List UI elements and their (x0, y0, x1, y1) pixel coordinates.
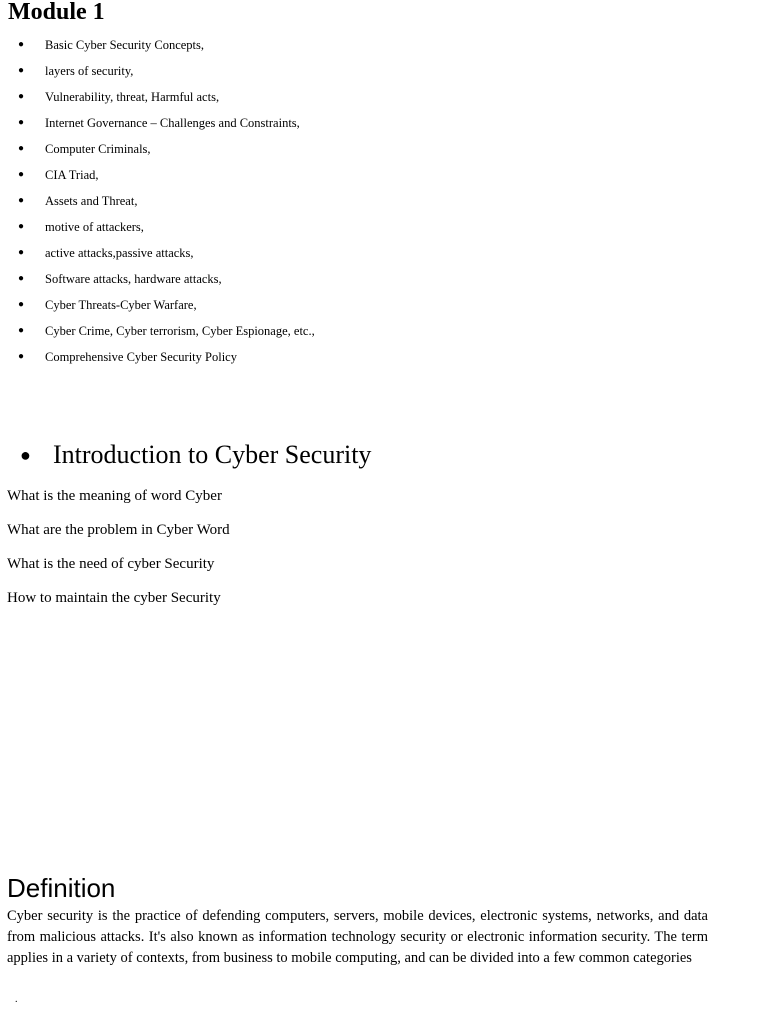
list-item (0, 58, 700, 84)
module-title: Module 1 (8, 0, 105, 25)
topic-text: active attacks,passive attacks, (45, 246, 194, 260)
list-item (0, 188, 700, 214)
topic-text: Assets and Threat, (45, 194, 138, 208)
trailing-mark: . (15, 994, 18, 1005)
topic-list (0, 32, 700, 370)
topic-text: Cyber Crime, Cyber terrorism, Cyber Espionage, etc., (45, 324, 315, 338)
list-item (0, 136, 700, 162)
intro-heading (20, 436, 371, 474)
bullet-icon: ● (18, 91, 25, 102)
list-item (0, 110, 700, 136)
bullet-icon: ● (18, 351, 25, 362)
list-item (0, 344, 700, 370)
list-item (0, 84, 700, 110)
definition-paragraph: Cyber security is the practice of defending computers, servers, mobile devices, electronic systems, networks, and data from malicious attacks. It's also known as information technology security or electronic information security. The term applies in a variety of contexts, from business to mobile computing, and can be divided into a few common categories (7, 908, 708, 966)
topic-text: Computer Criminals, (45, 142, 151, 156)
bullet-icon: ● (18, 273, 25, 284)
list-item (0, 32, 700, 58)
topic-text: motive of attackers, (45, 220, 144, 234)
list-item (0, 162, 700, 188)
bullet-icon: ● (18, 117, 25, 128)
topic-text: CIA Triad, (45, 168, 99, 182)
list-item (0, 240, 700, 266)
bullet-icon: ● (18, 221, 25, 232)
list-item (0, 292, 700, 318)
bullet-icon: ● (18, 247, 25, 258)
list-item (0, 318, 700, 344)
topic-text: Software attacks, hardware attacks, (45, 272, 222, 286)
definition-heading: Definition (7, 873, 116, 903)
bullet-icon: ● (18, 169, 25, 180)
question-text: What are the problem in Cyber Word (7, 522, 230, 538)
topic-text: layers of security, (45, 64, 134, 78)
list-item (0, 214, 700, 240)
bullet-icon: ● (18, 39, 25, 50)
bullet-icon: ● (18, 143, 25, 154)
bullet-icon: ● (20, 445, 31, 465)
topic-text: Vulnerability, threat, Harmful acts, (45, 90, 220, 104)
topic-text: Comprehensive Cyber Security Policy (45, 350, 237, 364)
topic-text: Cyber Threats-Cyber Warfare, (45, 298, 197, 312)
question-text: What is the need of cyber Security (7, 556, 215, 572)
question-text: How to maintain the cyber Security (7, 590, 221, 606)
topic-text: Basic Cyber Security Concepts, (45, 38, 204, 52)
bullet-icon: ● (18, 65, 25, 76)
list-item (0, 266, 700, 292)
bullet-icon: ● (18, 195, 25, 206)
topic-text: Internet Governance – Challenges and Constraints, (45, 116, 300, 130)
bullet-icon: ● (18, 299, 25, 310)
question-text: What is the meaning of word Cyber (7, 488, 222, 504)
intro-heading-text: Introduction to Cyber Security (53, 440, 372, 469)
bullet-icon: ● (18, 325, 25, 336)
